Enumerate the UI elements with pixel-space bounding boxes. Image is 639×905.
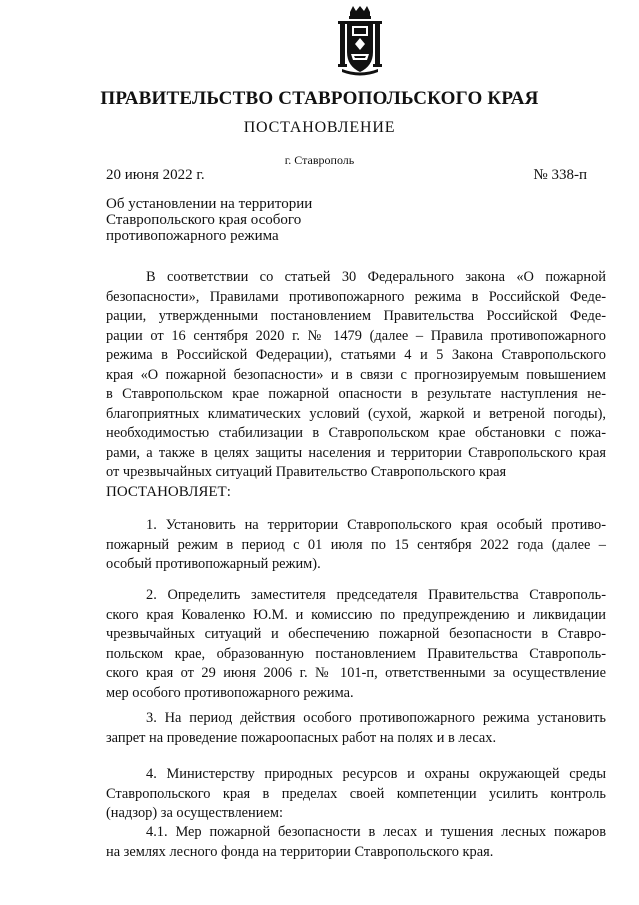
paragraph-line: мер особого противопожарного режима.	[106, 684, 354, 701]
decree-item-2	[106, 586, 606, 703]
document-type: ПОСТАНОВЛЕНИЕ	[243, 119, 396, 136]
paragraph-line: от чрезвычайных ситуаций Правительство Ставропольского края	[106, 464, 507, 480]
document-subject	[106, 196, 366, 244]
document-date: 20 июня 2022 г.	[106, 167, 205, 183]
paragraph-line: 4. Министерству природных ресурсов и охраны окружающей среды	[146, 766, 606, 782]
paragraph-line: 1. Установить на территории Ставропольского края особый противо-	[146, 517, 606, 533]
paragraph-line: ского края от 29 июня 2006 г. № 101-п, ответственными за осуществление	[106, 665, 606, 681]
paragraph-line: пожарный режим в период с 01 июля по 15 сентября 2022 года (далее –	[106, 536, 606, 553]
paragraph-line: безопасности», Правилами противопожарного режима в Российской Феде-	[106, 288, 606, 305]
paragraph-line: особый противопожарный режим).	[106, 556, 321, 572]
paragraph-line: ского края Коваленко Ю.М. и комиссию по предупреждению и ликвидации	[106, 606, 606, 623]
stavropol-coat-of-arms-icon	[338, 6, 382, 76]
document-number: № 338-п	[533, 167, 587, 183]
decree-heading: ПОСТАНОВЛЯЕТ:	[106, 484, 231, 500]
paragraph-line: рами, а также в целях защиты населения и территории Ставропольского края	[106, 444, 606, 461]
paragraph-line: (надзор) за осуществлением:	[106, 805, 283, 821]
paragraph-line: рации от 16 сентября 2020 г. № 1479 (далее – Правила противопожарного	[106, 327, 606, 344]
decree-item-4	[106, 765, 606, 824]
paragraph-line: края «О пожарной безопасности» и в связи с прогнозируемым повышением	[106, 366, 606, 383]
paragraph-line: рации, утвержденными постановлением Правительства Российской Феде-	[106, 308, 606, 324]
subject-line: Об установлении на территории	[106, 196, 313, 212]
paragraph-line: чрезвычайных ситуаций и обеспечению пожарной безопасности в Ставро-	[106, 626, 606, 642]
paragraph-line: благоприятных климатических условий (сухой, жаркой и ветреной погоды),	[106, 405, 606, 422]
paragraph-line: Ставропольского края в пределах своей компетенции усилить контроль	[106, 785, 606, 802]
paragraph-line: 3. На период действия особого противопожарного режима установить	[146, 710, 606, 726]
paragraph-line: режима в Российской Федерации), статьями 4 и 5 Закона Ставропольского	[106, 347, 606, 363]
subject-line: противопожарного режима	[106, 228, 279, 244]
paragraph-line: В соответствии со статьей 30 Федерального закона «О пожарной	[146, 269, 606, 285]
decree-item-3	[106, 709, 606, 748]
subject-line: Ставропольского края особого	[106, 212, 302, 228]
paragraph-line: на землях лесного фонда на территории Ставропольского края.	[106, 843, 494, 860]
paragraph-line: 4.1. Мер пожарной безопасности в лесах и тушения лесных пожаров	[146, 824, 606, 840]
decree-item-1	[106, 516, 606, 575]
preamble-paragraph	[106, 268, 606, 483]
paragraph-line: польском крае, образованную постановлением Правительства Ставрополь-	[106, 645, 606, 662]
document-city: г. Ставрополь	[284, 153, 355, 167]
decree-item-4-1	[106, 823, 606, 862]
paragraph-line: в Ставропольском крае пожарной опасности в результате наступления не-	[106, 386, 606, 402]
paragraph-line: 2. Определить заместителя председателя Правительства Ставрополь-	[146, 587, 606, 603]
paragraph-line: запрет на проведение пожароопасных работ на полях и в лесах.	[106, 729, 497, 746]
paragraph-line: необходимостью стабилизации в Ставропольском крае обстановки с пожа-	[106, 425, 606, 441]
organization-title: ПРАВИТЕЛЬСТВО СТАВРОПОЛЬСКОГО КРАЯ	[100, 88, 539, 109]
